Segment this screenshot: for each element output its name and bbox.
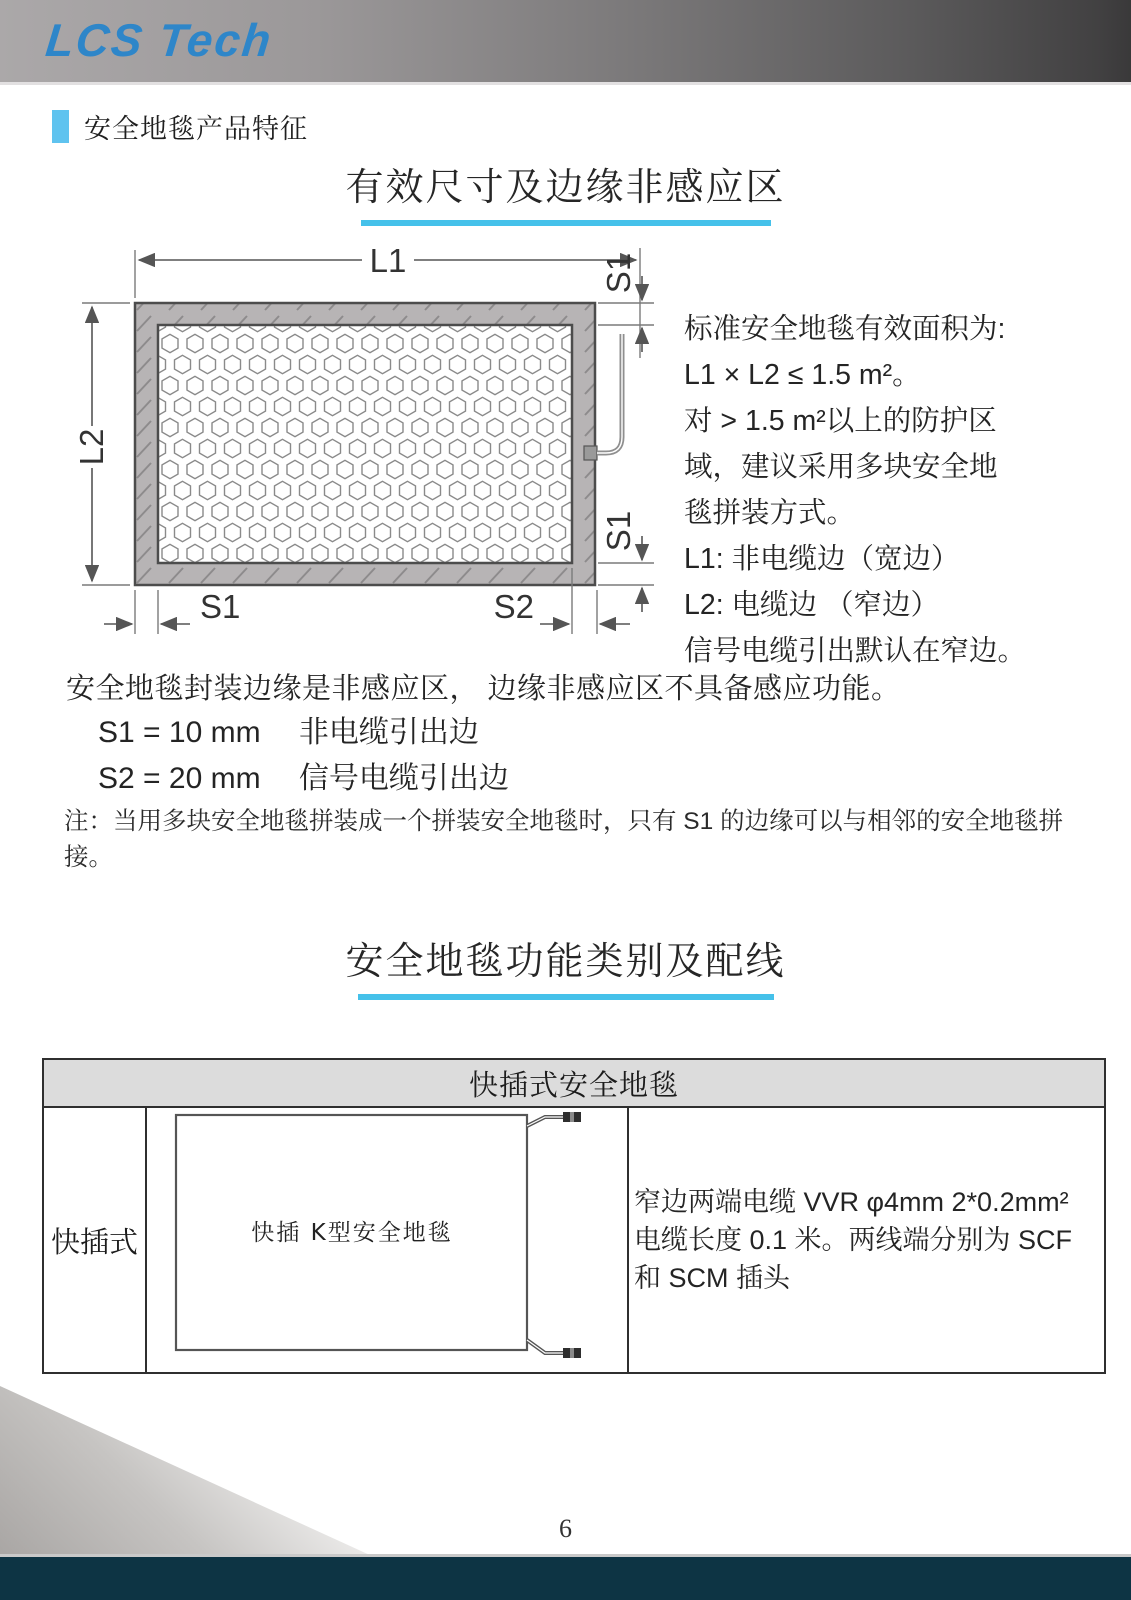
side-text-line: L1 × L2 ≤ 1.5 m²。 — [684, 359, 921, 391]
side-text-line: 对 > 1.5 m²以上的防护区 — [684, 405, 997, 437]
section-heading — [52, 107, 308, 146]
mat-sensing-area — [158, 325, 572, 563]
side-text-line: 域，建议采用多块安全地 — [684, 451, 998, 483]
quick-plug-mat-table — [42, 1058, 1106, 1374]
effective-size-diagram — [70, 228, 670, 648]
side-text-line: 标准安全地毯有效面积为: — [684, 313, 1006, 345]
section1-title-block — [0, 156, 1131, 226]
blue-bullet-icon — [52, 110, 69, 143]
s1-value-line: S1 = 10 mm 非电缆引出边 — [98, 716, 479, 749]
section2-title-block — [0, 930, 1131, 1000]
section2-title: 安全地毯功能类别及配线 — [345, 941, 786, 983]
dim-label-l1: L1 — [369, 242, 407, 279]
side-text-line: 信号电缆引出默认在窄边。 — [684, 635, 1027, 667]
assembly-note: 注：当用多块安全地毯拼装成一个拼装安全地毯时，只有 S1 的边缘可以与相邻的安全地毯拼接。 — [64, 808, 1064, 871]
title-underline — [361, 220, 771, 226]
dim-label-s1-top: S1 — [600, 252, 637, 294]
section1-title: 有效尺寸及边缘非感应区 — [345, 167, 786, 209]
bottom-cable — [527, 1340, 563, 1353]
dim-label-s1-bottom: S1 — [200, 588, 241, 625]
signal-cable — [597, 334, 622, 453]
edge-non-sensing-note: 安全地毯封装边缘是非感应区， 边缘非感应区不具备感应功能。 — [66, 673, 901, 705]
mat-type-cell: 快插式 — [44, 1108, 147, 1372]
effective-area-description — [684, 306, 1126, 674]
mat-description-text: 窄边两端电缆 VVR φ4mm 2*0.2mm² 电缆长度 0.1 米。两线端分别为 SCF 和 SCM 插头 — [634, 1187, 1073, 1293]
top-cable — [527, 1117, 563, 1126]
edge-dimension-values — [98, 710, 509, 802]
dim-label-l2: L2 — [73, 428, 110, 466]
mat-description-cell — [629, 1108, 1104, 1372]
dim-label-s1-right: S1 — [600, 510, 637, 552]
table-row — [44, 1108, 1104, 1372]
mat-diagram-cell — [147, 1108, 629, 1372]
side-text-line: L1: 非电缆边（宽边） — [684, 543, 960, 575]
side-text-line: L2: 电缆边 （窄边） — [684, 589, 939, 621]
title-underline — [358, 994, 774, 1000]
section-heading-label: 安全地毯产品特征 — [84, 114, 308, 144]
header-banner — [0, 0, 1131, 85]
page-number: 6 — [559, 1514, 572, 1543]
table-header-cell: 快插式安全地毯 — [44, 1060, 1104, 1108]
side-text-line: 毯拼装方式。 — [684, 497, 856, 529]
quick-plug-mat-drawing — [147, 1108, 627, 1372]
company-logo: LCS Tech — [43, 14, 276, 66]
mat-label: 快插 K型安全地毯 — [251, 1220, 453, 1246]
cable-outlet — [584, 446, 597, 460]
dim-label-s2: S2 — [493, 588, 534, 625]
footer-bar — [0, 1557, 1131, 1600]
s2-value-line: S2 = 20 mm 信号电缆引出边 — [98, 762, 509, 795]
